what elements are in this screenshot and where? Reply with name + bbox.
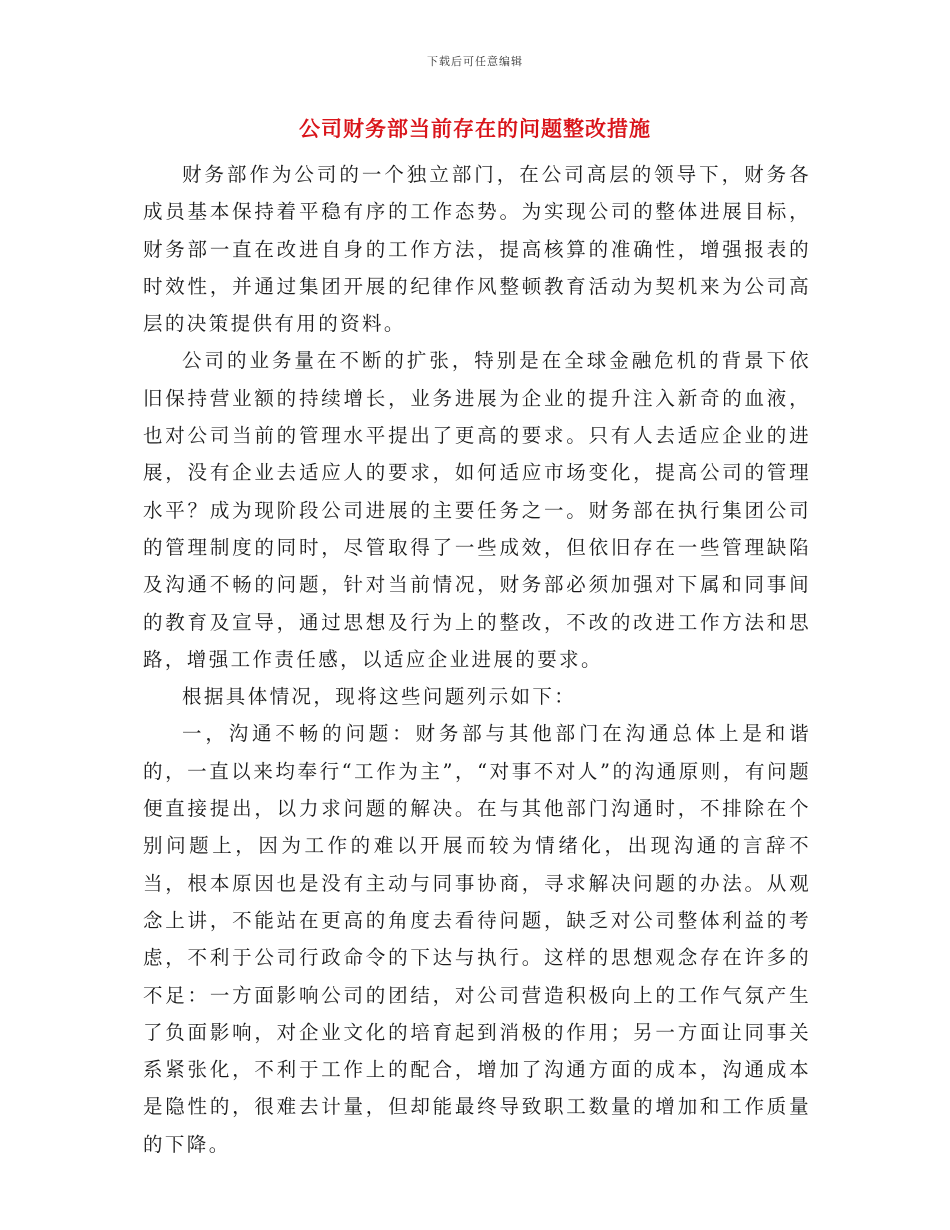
- page-header-note: 下载后可任意编辑: [427, 55, 523, 68]
- paragraph-list-lead: 根据具体情况，现将这些问题列示如下：: [182, 685, 577, 709]
- document-body: [143, 156, 811, 1163]
- paragraph-background: 公司的业务量在不断的扩张，特别是在全球金融危机的背景下依旧保持营业额的持续增长，业务进展为企业的提升注入新奇的血液，也对公司当前的管理水平提出了更高的要求。只有人去适应企业的进展，没有企业去适应人的要求，如何适应市场变化，提高公司的管理水平？成为现阶段公司进展的主要任务之一。财务部在执行集团公司的管理制度的同时，尽管取得了一些成效，但依旧存在一些管理缺陷及沟通不畅的问题，针对当前情况，财务部必须加强对下属和同事间的教育及宣导，通过思想及行为上的整改，不改的改进工作方法和思路，增强工作责任感，以适应企业进展的要求。: [143, 349, 811, 671]
- document-title: 公司财务部当前存在的问题整改措施: [299, 116, 651, 141]
- paragraph-issue-communication: 一，沟通不畅的问题：财务部与其他部门在沟通总体上是和谐的，一直以来均奉行“工作为主”，“对事不对人”的沟通原则，有问题便直接提出，以力求问题的解决。在与其他部门沟通时，不排除在个别问题上，因为工作的难以开展而较为情绪化，出现沟通的言辞不当，根本原因也是没有主动与同事协商，寻求解决问题的办法。从观念上讲，不能站在更高的角度去看待问题，缺乏对公司整体利益的考虑，不利于公司行政命令的下达与执行。这样的思想观念存在许多的不足：一方面影响公司的团结，对公司营造积极向上的工作气氛产生了负面影响，对企业文化的培育起到消极的作用；另一方面让同事关系紧张化，不利于工作上的配合，增加了沟通方面的成本，沟通成本是隐性的，很难去计量，但却能最终导致职工数量的增加和工作质量的下降。: [143, 722, 811, 1156]
- paragraph-intro: 财务部作为公司的一个独立部门，在公司高层的领导下，财务各成员基本保持着平稳有序的工作态势。为实现公司的整体进展目标，财务部一直在改进自身的工作方法，提高核算的准确性，增强报表的时效性，并通过集团开展的纪律作风整顿教育活动为契机来为公司高层的决策提供有用的资料。: [143, 163, 811, 336]
